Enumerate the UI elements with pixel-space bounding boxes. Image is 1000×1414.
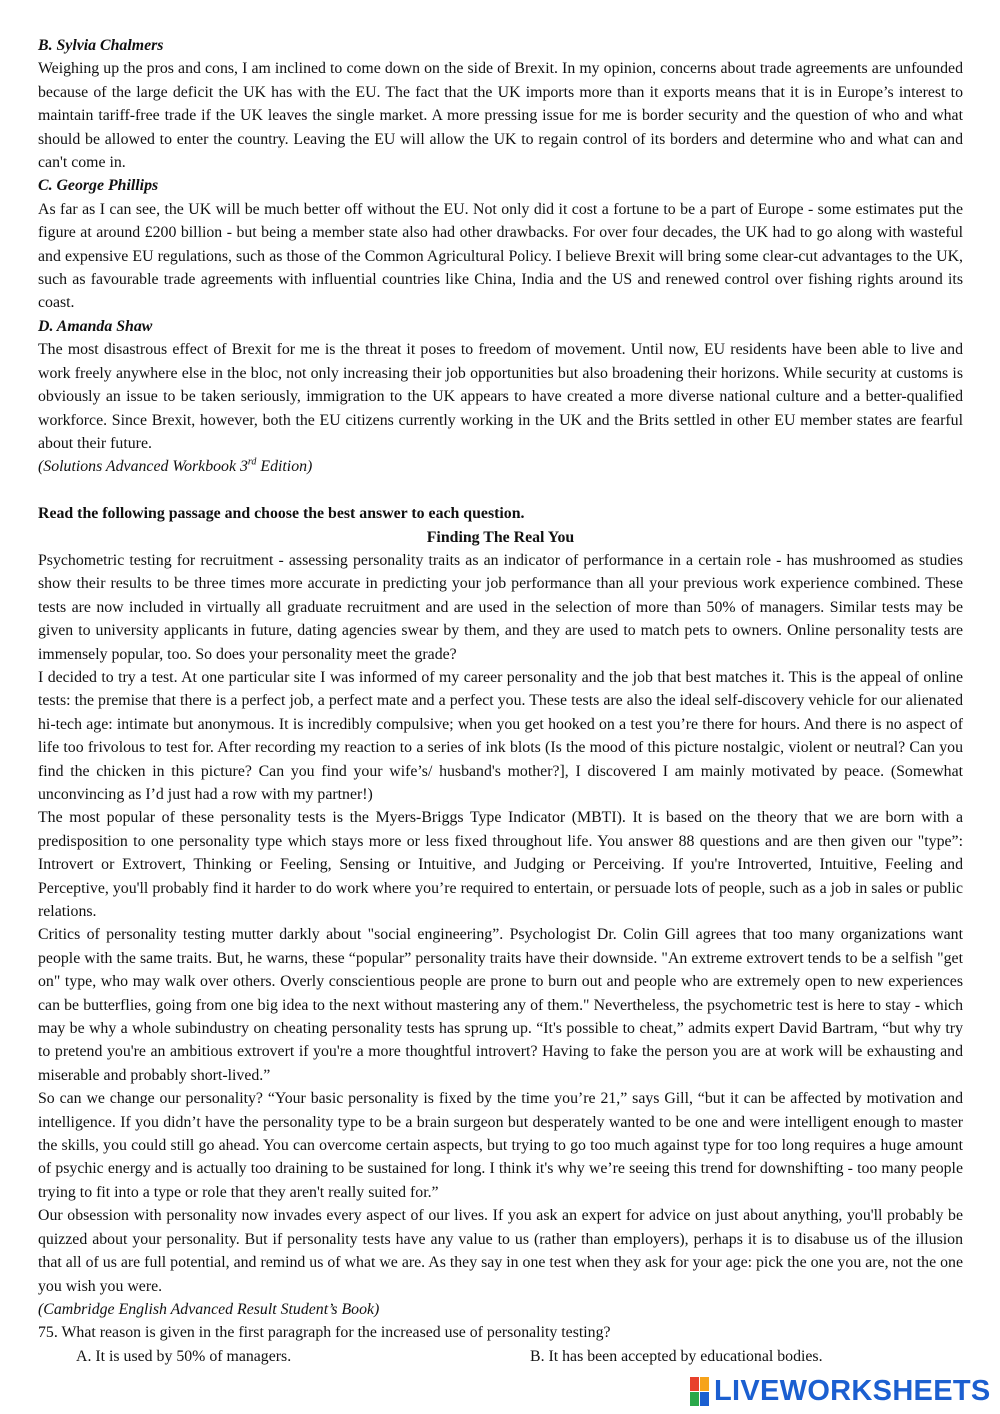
option-b[interactable]: B. It has been accepted by educational bodies.	[530, 1347, 823, 1365]
opinion-text-d: The most disastrous effect of Brexit for me is the threat it poses to freedom of movement. Until now, EU residents have been able to live and work freely anywhere else in the bloc, not only increasing their job opportunities but also broadening their horizons. While security at customs is obviously an issue to be taken seriously, immigration to the UK appears to have created a more diverse national culture and a better-qualified workforce. Since Brexit, however, both the EU citizens currently working in the UK and the Brits settled in other EU member states are fearful about their future.	[38, 341, 963, 452]
opinion-name-d: D. Amanda Shaw	[38, 317, 153, 335]
worksheet-page	[38, 34, 963, 1368]
source-citation-part: (Solutions Advanced Workbook 3	[38, 458, 248, 476]
source-citation-cambridge: (Cambridge English Advanced Result Student’s Book)	[38, 1300, 380, 1318]
liveworksheets-logo-text: LIVEWORKSHEETS	[714, 1374, 991, 1407]
logo-square	[690, 1377, 699, 1391]
passage-paragraph: Psychometric testing for recruitment - assessing personality traits as an indicator of performance in a certain role - has mushroomed as studies show their results to be three times more accurate in predicting your job performance than all your previous work experience combined. These tests are now included in virtually all graduate recruitment and are used in the selection of more than 50% of managers. Similar tests may be given to university applicants in future, dating agencies swear by them, and they are used to match pets to owners. Online personality tests are immensely popular, too. So does your personality meet the grade?	[38, 551, 963, 663]
passage-paragraph: So can we change our personality? “Your basic personality is fixed by the time you’re 21,” says Gill, “but it can be affected by motivation and intelligence. If you didn’t have the personality type to be a brain surgeon but desperately wanted to be one and were intelligent enough to master the skills, you could still go ahead. You can overcome certain aspects, but trying to go too much against type for too long requires a huge amount of psychic energy and is actually too draining to be sustained for long. I think it's why we’re seeing this trend for downshifting - too many people trying to fit into a type or role that they aren't really suited for.”	[38, 1090, 963, 1201]
opinion-name-b: B. Sylvia Chalmers	[38, 37, 164, 54]
spacer	[38, 479, 963, 502]
option-a[interactable]: A. It is used by 50% of managers.	[76, 1347, 292, 1365]
opinion-name-c: C. George Phillips	[38, 177, 159, 195]
logo-square	[690, 1392, 699, 1406]
source-citation-solutions	[38, 455, 963, 478]
source-citation-superscript: rd	[247, 457, 257, 469]
passage-paragraph: I decided to try a test. At one particular site I was informed of my career personality and the job that best matches it. This is the appeal of online tests: the premise that there is a perfect job, a perfect mate and a perfect you. These tests are also the ideal self-discovery vehicle for our alienated hi-tech age: intimate but anonymous. It is incredibly compulsive; when you get hooked on a test you’re there for hours. And there is no aspect of life too frivolous to test for. After recording my reaction to a series of ink blots (Is the mood of this picture nostalgic, violent or neutral? Can you find the chicken in this picture? Can you find your wife’s/ husband's mother?], I discovered I am mainly motivated by peace. (Somewhat unconvincing as I’d just had a row with my partner!)	[38, 668, 963, 803]
question-75-options	[38, 1345, 963, 1368]
liveworksheets-logo-icon	[690, 1377, 709, 1406]
logo-square	[700, 1392, 709, 1406]
source-citation-part: Edition)	[256, 458, 313, 476]
passage-title: Finding The Real You	[426, 528, 575, 546]
opinion-text-b: Weighing up the pros and cons, I am inclined to come down on the side of Brexit. In my opinion, concerns about trade agreements are unfounded because of the large deficit the UK has with the EU. The fact that the UK imports more than it exports means that it is in Europe’s interest to maintain tariff-free trade if the UK leaves the single market. A more pressing issue for me is border security and the question of who and what should be allowed to enter the country. Leaving the EU will allow the UK to regain control of its borders and determine who and what can and can't come in.	[38, 60, 963, 172]
question-75: 75. What reason is given in the first paragraph for the increased use of personality testing?	[38, 1324, 611, 1342]
logo-square	[700, 1377, 709, 1391]
passage-paragraph: Critics of personality testing mutter darkly about "social engineering”. Psychologist Dr. Colin Gill agrees that too many organizations want people with the same traits. But, he warns, these “popular” personality traits have their downside. "An extreme extrovert tends to be a selfish "get on" type, who may walk over others. Overly conscientious people are prone to burn out and people who are extremely open to new experiences can be butterflies, going from one big idea to the next without mastering any of them." Nevertheless, the psychometric test is here to stay - which may be why a whole subindustry on cheating personality tests has sprung up. “It's possible to cheat,” admits expert David Bartram, “but why try to pretend you're an ambitious extrovert if you're a more thoughtful introvert? Having to fake the person you are at work will be exhausting and miserable and probably short-lived.”	[38, 926, 963, 1084]
opinion-text-c: As far as I can see, the UK will be much better off without the EU. Not only did it cost a fortune to be a part of Europe - some estimates put the figure at around £200 billion - but being a member state also had other drawbacks. For over four decades, the UK had to go along with wasteful and expensive EU regulations, such as those of the Common Agricultural Policy. I believe Brexit will bring some clear-cut advantages to the UK, such as favourable trade agreements with influential countries like China, India and the US and renewed control over fishing rights around its coast.	[38, 200, 963, 312]
passage-paragraph: Our obsession with personality now invades every aspect of our lives. If you ask an expert for advice on just about anything, you'll probably be quizzed about your personality. But if personality tests have any value to us (rather than employers), perhaps it is to disabuse us of the illusion that all of us are full potential, and remind us of what we are. As they say in one test when they ask for your age: pick the one you are, not the one you wish you were.	[38, 1207, 963, 1295]
instruction-heading: Read the following passage and choose the best answer to each question.	[38, 505, 525, 523]
liveworksheets-logo	[690, 1374, 991, 1408]
passage-paragraph: The most popular of these personality tests is the Myers-Briggs Type Indicator (MBTI). It is based on the theory that we are born with a predisposition to one personality type which stays more or less fixed throughout life. You answer 88 questions and are then given our "type”: Introvert or Extrovert, Thinking or Feeling, Sensing or Intuitive, and Judging or Perceiving. If you're Introverted, Intuitive, Feeling and Perceptive, you'll probably find it harder to do work where you’re required to entertain, or persuade lots of people, such as a job in sales or public relations.	[38, 809, 963, 921]
